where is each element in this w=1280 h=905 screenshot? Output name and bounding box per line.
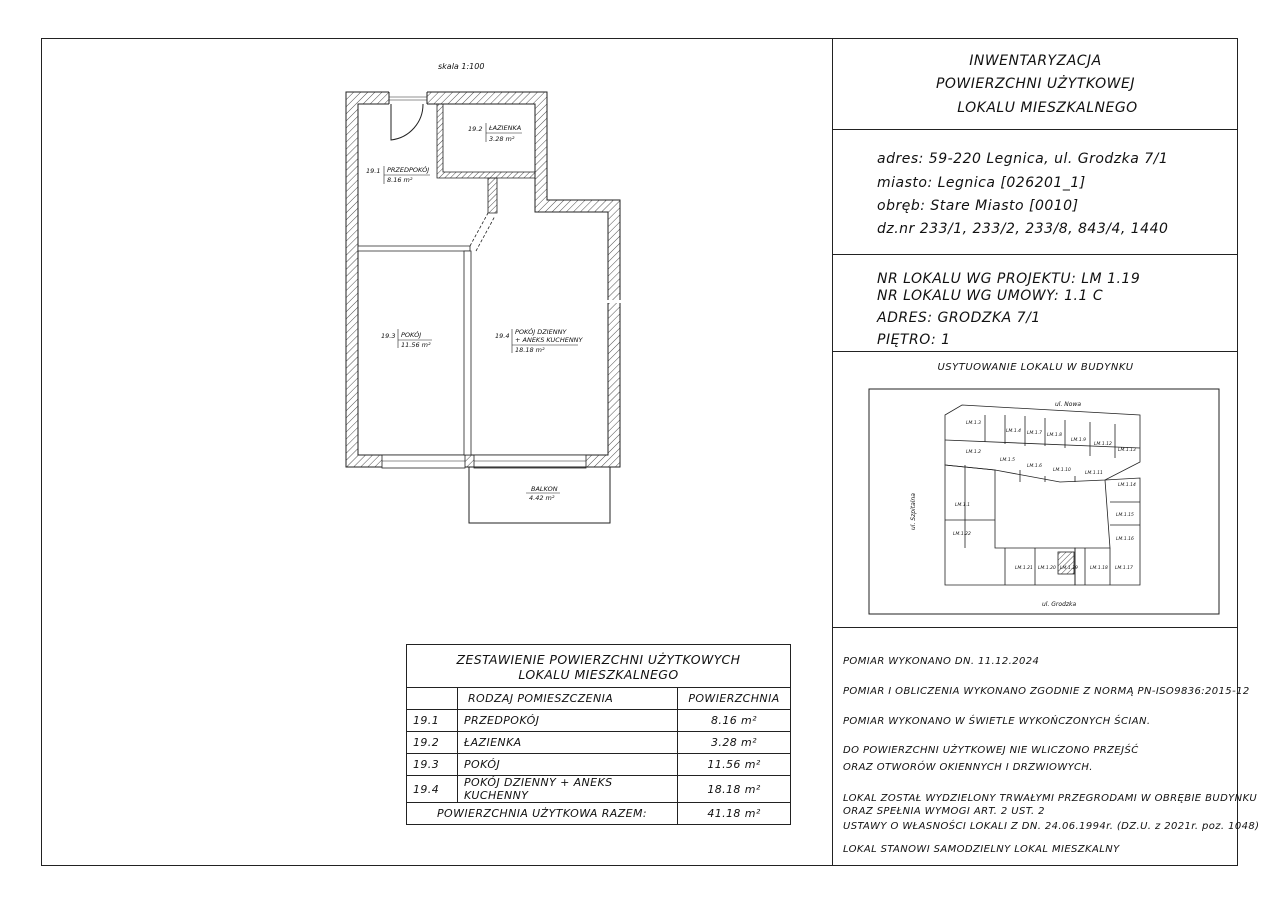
city-line: miasto: Legnica [026201_1] bbox=[877, 175, 1086, 191]
row-area: 3.28 m² bbox=[678, 732, 791, 754]
room-area: 3.28 m² bbox=[489, 135, 515, 143]
title-line-1: INWENTARYZACJA bbox=[969, 53, 1102, 69]
site-unit-label: LM.1.19 bbox=[1060, 566, 1078, 571]
area-summary-table bbox=[406, 644, 791, 825]
precinct-line: obręb: Stare Miasto [0010] bbox=[877, 198, 1079, 214]
site-unit-label: LM.1.14 bbox=[1118, 483, 1136, 488]
street-label-left: ul. Szpitalna bbox=[910, 493, 917, 530]
note-line: LOKAL ZOSTAŁ WYDZIELONY TRWAŁYMI PRZEGRODAMI W OBRĘBIE BUDYNKU bbox=[843, 793, 1258, 804]
row-area: 18.18 m² bbox=[678, 776, 791, 803]
title-line-3: LOKALU MIESZKALNEGO bbox=[957, 100, 1138, 116]
table-total-row bbox=[407, 803, 791, 825]
site-unit-label: LM.1.17 bbox=[1115, 566, 1133, 571]
table-row bbox=[407, 710, 791, 732]
table-header-num bbox=[407, 688, 458, 710]
room-area: 18.18 m² bbox=[515, 346, 545, 354]
room-number: 19.1 bbox=[366, 167, 381, 175]
bathroom-walls bbox=[437, 104, 535, 213]
row-name: PRZEDPOKÓJ bbox=[458, 710, 678, 732]
street-label-bottom: ul. Grodzka bbox=[1042, 601, 1077, 608]
room-name-2: + ANEKS KUCHENNY bbox=[515, 336, 583, 344]
note-line: POMIAR I OBLICZENIA WYKONANO ZGODNIE Z NORMĄ PN-ISO9836:2015-12 bbox=[843, 686, 1250, 697]
note-line: POMIAR WYKONANO W ŚWIETLE WYKOŃCZONYCH ŚCIAN. bbox=[843, 716, 1151, 727]
row-number: 19.1 bbox=[407, 710, 458, 732]
unit-project-number: NR LOKALU WG PROJEKTU: LM 1.19 bbox=[877, 271, 1141, 287]
table-title-line2: LOKALU MIESZKALNEGO bbox=[518, 667, 679, 682]
table-title-line1: ZESTAWIENIE POWIERZCHNI UŻYTKOWYCH bbox=[456, 652, 741, 667]
partition-wall bbox=[464, 251, 471, 455]
scale-label: skala 1:100 bbox=[438, 62, 485, 71]
site-plan-frame bbox=[869, 389, 1219, 614]
total-label: POWIERZCHNIA UŻYTKOWA RAZEM: bbox=[407, 803, 678, 825]
site-unit-label: LM.1.7 bbox=[1027, 431, 1042, 436]
unit-contract-number: NR LOKALU WG UMOWY: 1.1 C bbox=[877, 288, 1104, 304]
note-line: POMIAR WYKONANO DN. 11.12.2024 bbox=[843, 656, 1040, 667]
note-line: DO POWIERZCHNI UŻYTKOWEJ NIE WLICZONO PRZEJŚĆ bbox=[843, 745, 1139, 756]
site-unit-label: LM.1.11 bbox=[1085, 471, 1103, 476]
note-line: ORAZ OTWORÓW OKIENNYCH I DRZWIOWYCH. bbox=[843, 762, 1093, 773]
room-area: 8.16 m² bbox=[387, 176, 413, 184]
room-number: 19.4 bbox=[495, 332, 510, 340]
row-area: 8.16 m² bbox=[678, 710, 791, 732]
note-line: ORAZ SPEŁNIA WYMOGI ART. 2 UST. 2 bbox=[843, 806, 1045, 817]
table-header-area: POWIERZCHNIA bbox=[678, 688, 791, 710]
room-number: 19.3 bbox=[381, 332, 396, 340]
site-unit-label: LM.1.16 bbox=[1116, 537, 1134, 542]
site-unit-label: LM.1.5 bbox=[1000, 458, 1015, 463]
site-unit-label: LM.1.2 bbox=[966, 450, 981, 455]
title-line-2: POWIERZCHNI UŻYTKOWEJ bbox=[935, 76, 1136, 92]
room-name: POKÓJ DZIENNY bbox=[515, 328, 567, 336]
row-number: 19.4 bbox=[407, 776, 458, 803]
table-header-type: RODZAJ POMIESZCZENIA bbox=[458, 688, 678, 710]
row-name: ŁAZIENKA bbox=[458, 732, 678, 754]
row-number: 19.3 bbox=[407, 754, 458, 776]
outer-walls bbox=[346, 91, 621, 468]
diagonal-opening bbox=[470, 213, 495, 251]
unit-floor: PIĘTRO: 1 bbox=[877, 332, 951, 348]
site-unit-label: LM.1.18 bbox=[1090, 566, 1108, 571]
note-line: USTAWY O WŁASNOŚCI LOKALI Z DN. 24.06.1994r. (DZ.U. z 2021r. poz. 1048) bbox=[843, 821, 1260, 832]
partition-wall bbox=[358, 246, 470, 251]
site-unit-label: LM.1.4 bbox=[1006, 429, 1021, 434]
room-name: ŁAZIENKA bbox=[489, 124, 522, 132]
room-name: POKÓJ bbox=[401, 331, 422, 339]
site-plan bbox=[945, 405, 1140, 585]
site-unit-label: LM.1.9 bbox=[1071, 438, 1086, 443]
site-unit-label: LM.1.6 bbox=[1027, 464, 1042, 469]
site-unit-label: LM.1.15 bbox=[1116, 513, 1134, 518]
room-area: 11.56 m² bbox=[401, 341, 431, 349]
note-line: LOKAL STANOWI SAMODZIELNY LOKAL MIESZKALNY bbox=[843, 844, 1120, 855]
unit-address: ADRES: GRODZKA 7/1 bbox=[877, 310, 1041, 326]
site-unit-label: LM.1.22 bbox=[953, 532, 971, 537]
balcony-area: 4.42 m² bbox=[529, 494, 555, 502]
parcel-line: dz.nr 233/1, 233/2, 233/8, 843/4, 1440 bbox=[877, 221, 1169, 237]
address-line: adres: 59-220 Legnica, ul. Grodzka 7/1 bbox=[877, 151, 1169, 167]
street-label-top: ul. Nowa bbox=[1055, 401, 1082, 408]
site-unit-label: LM.1.1 bbox=[955, 503, 970, 508]
site-unit-label: LM.1.10 bbox=[1053, 468, 1071, 473]
balcony-name: BALKON bbox=[531, 485, 558, 493]
site-plan-heading: USYTUOWANIE LOKALU W BUDYNKU bbox=[937, 362, 1134, 373]
site-unit-label: LM.1.8 bbox=[1047, 433, 1062, 438]
row-name: POKÓJ DZIENNY + ANEKS KUCHENNY bbox=[458, 776, 678, 803]
site-unit-label: LM.1.3 bbox=[966, 421, 981, 426]
site-unit-label: LM.1.12 bbox=[1094, 442, 1112, 447]
site-unit-label: LM.1.20 bbox=[1038, 566, 1056, 571]
row-name: POKÓJ bbox=[458, 754, 678, 776]
total-area: 41.18 m² bbox=[678, 803, 791, 825]
room-number: 19.2 bbox=[468, 125, 483, 133]
site-unit-label: LM.1.21 bbox=[1015, 566, 1033, 571]
row-area: 11.56 m² bbox=[678, 754, 791, 776]
table-row bbox=[407, 732, 791, 754]
row-number: 19.2 bbox=[407, 732, 458, 754]
door-swing bbox=[391, 104, 423, 140]
site-unit-label: LM.1.13 bbox=[1118, 448, 1136, 453]
room-name: PRZEDPOKÓJ bbox=[387, 166, 430, 174]
table-row bbox=[407, 754, 791, 776]
table-row bbox=[407, 776, 791, 803]
table-title bbox=[407, 645, 791, 688]
